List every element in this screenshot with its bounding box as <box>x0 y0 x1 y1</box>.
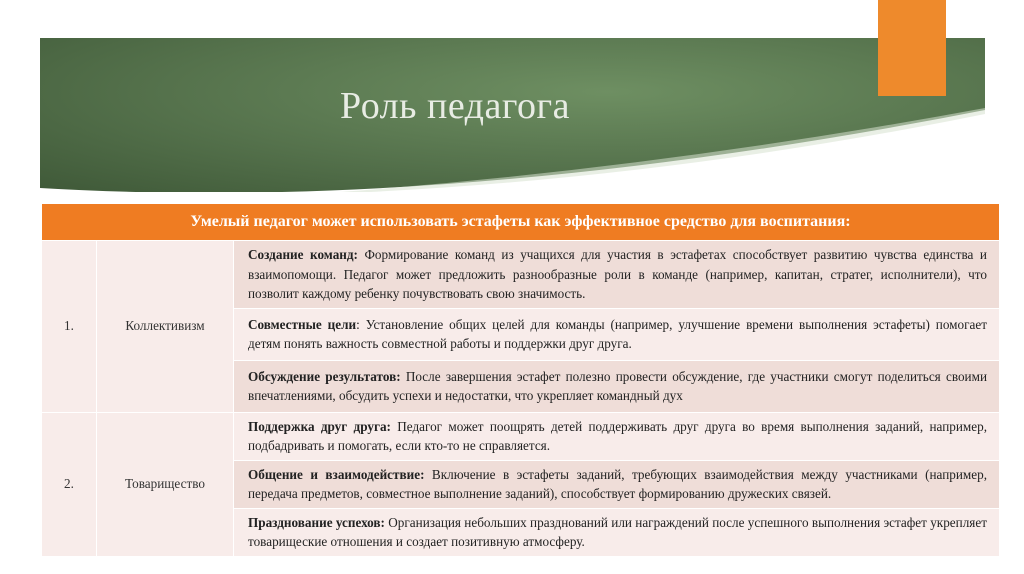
item-term: Празднование успехов: <box>248 514 385 530</box>
row-number: 2. <box>42 412 97 556</box>
item-text: Включение в эстафеты заданий, требующих взаимодействия между участниками (например, передача предметов, совместное выполнение заданий), способствует формированию дружеских связей. <box>248 466 987 502</box>
slide-title: Роль педагога <box>340 85 570 127</box>
item-text: : Установление общих целей для команды (например, улучшение времени выполнения эстафеты) помогает детям понять важность совместной работы и поддержки друг друга. <box>248 316 987 352</box>
table-cell-item <box>234 360 1000 412</box>
accent-block <box>878 0 946 96</box>
item-text: Организация небольших празднований или награждений после успешного выполнения эстафет укрепляет товарищеские отношения и создает позитивную атмосферу. <box>248 514 987 550</box>
table-header: Умелый педагог может использовать эстафеты как эффективное средство для воспитания: <box>42 204 1000 241</box>
row-category: Товарищество <box>97 412 234 556</box>
table-cell-item <box>234 308 1000 360</box>
table-cell-item <box>234 508 1000 556</box>
content-table <box>41 203 1000 552</box>
item-term: Обсуждение результатов: <box>248 368 401 384</box>
item-text: Формирование команд из учащихся для участия в эстафетах способствует развитию чувства единства и взаимопомощи. Педагог может предложить разнообразные роли в команде (например, капитан, стратег, исполнители), что позволит каждому ребенку почувствовать свою значимость. <box>248 247 987 302</box>
table-cell-item <box>234 460 1000 508</box>
item-text: Педагог может поощрять детей поддерживать друг друга во время выполнения заданий, например, подбадривать и помогать, если кто-то не справляется. <box>248 418 987 454</box>
item-term: Общение и взаимодействие: <box>248 466 425 482</box>
item-term: Поддержка друг друга: <box>248 418 391 434</box>
item-term: Создание команд: <box>248 247 358 262</box>
item-text: После завершения эстафет полезно провести обсуждение, где участники смогут поделиться своими впечатлениями, обсудить успехи и недостатки, что укрепляет командный дух <box>248 368 988 404</box>
table-cell-item <box>234 241 1000 309</box>
row-number: 1. <box>42 241 97 413</box>
item-term: Совместные цели <box>248 316 357 332</box>
table-cell-item <box>234 412 1000 460</box>
row-category: Коллективизм <box>97 241 234 413</box>
